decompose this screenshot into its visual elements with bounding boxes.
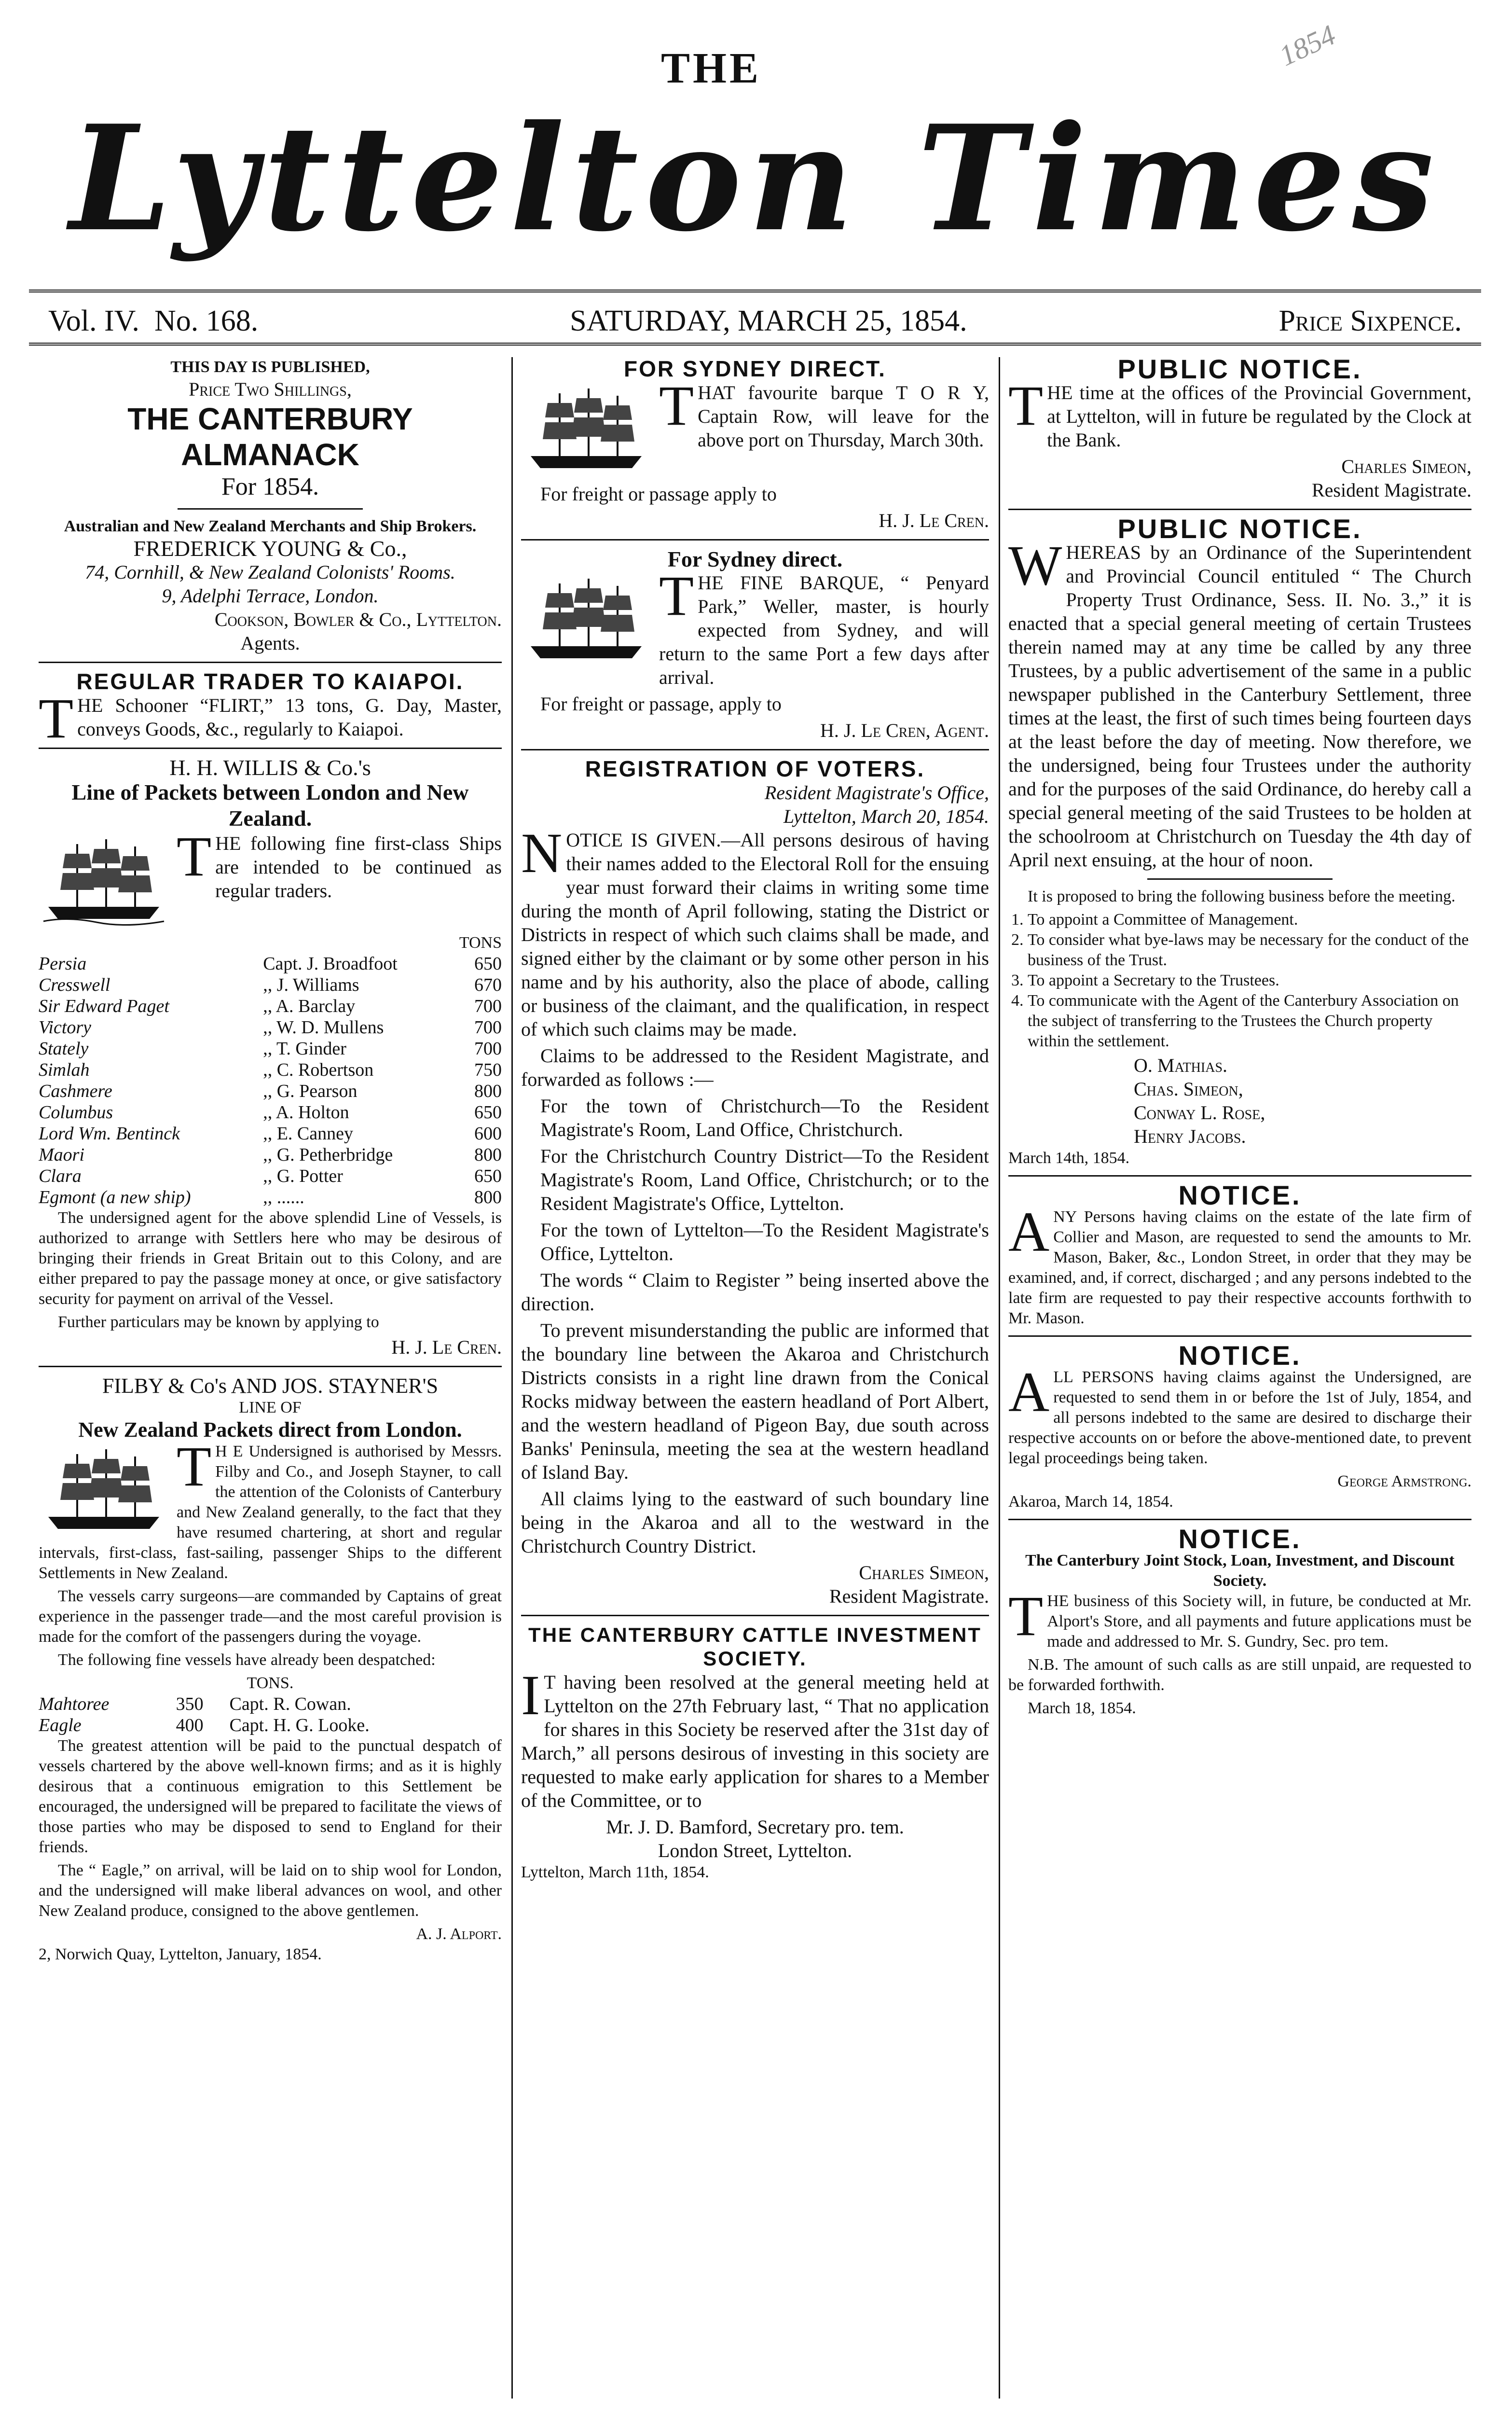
almanack-title: THE CANTERBURY ALMANACK [127, 402, 413, 472]
willis-ship-table [39, 953, 502, 1208]
filby-paragraph-5: The “ Eagle,” on arrival, will be laid on to ship wool for London, and the undersigned will make liberal advances on wool, and other New Zealand produce, consigned to the above gentlemen. [39, 1861, 502, 1920]
almanack-published: THIS DAY IS PUBLISHED, [170, 358, 370, 376]
notice2-body: HEREAS by an Ordinance of the Superintendent and Provincial Council entituled “ The Church Property Trust Ordinance, Sess. II. No. 3.,” it is enacted that a special general meeting of certain Trustees therein named may at any time be called by any three Trustees, by a public advertisement of the same in a public newspaper published in the Canterbury Settlement, three times at the least, the first of such times being fourteen days at the least before the day of meeting. Now therefore, we the undersigned, being four Trustees under the authority and for the purposes of the said Ordinance, do hereby call a special general meeting of the said Trustees to be holden at the schoolroom at Christchurch on Tuesday the 4th day of April next ensuing, at the hour of noon. [1008, 541, 1471, 871]
ship-name: Egmont (a new ship) [39, 1187, 191, 1207]
cattle-body: T having been resolved at the general meeting held at Lyttelton on the 27th February last, “ That no application for shares in this Society be reserved after the 31st day of March,” all persons desirous of investing in this society are requested to make early application for shares to a Member of the Committee, or to [521, 1671, 989, 1811]
kaiapoi-heading: REGULAR TRADER TO KAIAPOI. [76, 669, 464, 694]
ship-name: Persia [39, 954, 87, 974]
willis-ship-row [39, 1187, 502, 1208]
notice3-heading: NOTICE. [1178, 1180, 1302, 1210]
ship-name: Cashmere [39, 1081, 112, 1101]
notice1-signature: Charles Simeon, [1341, 456, 1471, 477]
ship-name: Stately [39, 1039, 89, 1059]
ship-tons: 600 [474, 1123, 502, 1144]
tons-label: TONS. [247, 1674, 294, 1692]
business-item: 1. To appoint a Committee of Management. [1028, 910, 1471, 930]
kaiapoi-body: HE Schooner “FLIRT,” 13 tons, G. Day, Master, conveys Goods, &c., regularly to Kaiapoi. [77, 694, 502, 740]
registration-notice [521, 757, 989, 1608]
sydney-ad-1 [521, 357, 989, 532]
ship-captain: ,, C. Robertson [263, 1060, 374, 1080]
willis-ship-row [39, 1017, 502, 1038]
notice1-heading: PUBLIC NOTICE. [1117, 357, 1362, 384]
ship-captain: ,, A. Barclay [263, 996, 356, 1016]
notice5-dateline: March 18, 1854. [1028, 1699, 1136, 1717]
issue-date: SATURDAY, MARCH 25, 1854. [570, 305, 967, 337]
public-notice-2 [1008, 513, 1471, 1168]
registration-date: Lyttelton, March 20, 1854. [783, 805, 989, 827]
ship-name: Columbus [39, 1102, 113, 1123]
willis-ship-row [39, 1081, 502, 1102]
masthead-rule-top [29, 290, 1481, 292]
ship-captain: Capt. H. G. Looke. [229, 1715, 370, 1735]
ship-captain: ,, G. Potter [263, 1166, 343, 1186]
ship-captain: Capt. J. Broadfoot [263, 954, 398, 974]
filby-paragraph-3: The following fine vessels have already been despatched: [58, 1651, 436, 1669]
notice2-proposed: It is proposed to bring the following business before the meeting. [1028, 888, 1456, 905]
divider [1008, 1519, 1471, 1520]
ship-tons: 350 [176, 1694, 204, 1714]
willis-ship-row [39, 996, 502, 1017]
willis-ship-row [39, 1038, 502, 1059]
column-3 [1008, 357, 1471, 2399]
sydney-signature: H. J. Le Cren. [879, 510, 989, 531]
drop-cap: T [1008, 374, 1044, 437]
willis-ship-row [39, 974, 502, 996]
column-divider-2 [999, 357, 1000, 2399]
sydney2-heading: For Sydney direct. [667, 547, 843, 571]
ship-name: Clara [39, 1166, 82, 1186]
sydney-freight: For freight or passage apply to [540, 483, 777, 505]
registration-items [521, 1094, 989, 1265]
signer: Chas. Simeon, [1134, 1078, 1243, 1100]
kaiapoi-ad [39, 669, 502, 750]
ship-tons: 670 [474, 975, 502, 995]
ship-captain: ,, J. Williams [263, 975, 359, 995]
notice-3 [1008, 1180, 1471, 1329]
filby-dateline: 2, Norwich Quay, Lyttelton, January, 1854. [39, 1945, 322, 1963]
ship-name: Mahtoree [39, 1694, 110, 1714]
almanack-agents: Cookson, Bowler & Co., Lyttelton. [214, 609, 502, 630]
business-item: 4. To communicate with the Agent of the Canterbury Association on the subject of transferring to the Trustees the Church property within the settlement. [1028, 991, 1471, 1052]
willis-ship-row [39, 1165, 502, 1187]
registration-item: For the town of Christchurch—To the Resident Magistrate's Room, Land Office, Christchurch. [540, 1095, 989, 1140]
almanack-sub: Australian and New Zealand Merchants and Ship Brokers. [64, 517, 477, 535]
ship-tons: 650 [474, 1166, 502, 1186]
notice5-subheading: The Canterbury Joint Stock, Loan, Investment, and Discount Society. [1025, 1552, 1455, 1590]
signer: O. Mathias. [1134, 1054, 1228, 1076]
notice1-body: HE time at the offices of the Provincial Government, at Lyttelton, will in future be regulated by the Clock at the Bank. [1047, 382, 1471, 451]
ship-name: Sir Edward Paget [39, 996, 169, 1016]
ship-captain: ,, W. D. Mullens [263, 1017, 384, 1038]
column-divider-1 [511, 357, 513, 2399]
ship-tons: 750 [474, 1060, 502, 1080]
notice2-signers [1008, 1054, 1471, 1148]
tons-label: TONS [459, 934, 502, 952]
filby-paragraph-4: The greatest attention will be paid to the punctual despatch of vessels chartered by the above well-known firms; and as it is highly desirous that a continuous emigration to this Settlement be encouraged, the undersigned will be prepared to facilitate the views of those parties who may be disposed to send to England for their friends. [39, 1737, 502, 1856]
ship-captain: ,, G. Pearson [263, 1081, 357, 1101]
drop-cap: N [521, 821, 563, 885]
registration-signature: Charles Simeon, [859, 1562, 989, 1583]
ship-tons: 400 [176, 1715, 204, 1735]
ship-name: Maori [39, 1145, 84, 1165]
registration-signature-title: Resident Magistrate. [829, 1585, 989, 1607]
ship-captain: ,, T. Ginder [263, 1039, 346, 1059]
filby-body: H E Undersigned is authorised by Messrs. Filby and Co., and Joseph Stayner, to call the attention of the Colonists of Canterbury and New Zealand generally, to the fact that they have resumed chartering, at short and regular intervals, first-class, fast-sailing, passenger Ships to the different Settlements in New Zealand. [39, 1442, 502, 1582]
business-item: 2. To consider what bye-laws may be necessary for the conduct of the business of the Trust. [1028, 930, 1471, 971]
registration-paragraph-3: The words “ Claim to Register ” being inserted above the direction. [521, 1269, 989, 1315]
divider [521, 1615, 989, 1616]
masthead [0, 0, 1512, 338]
registration-item: For the Christchurch Country District—To the Resident Magistrate's Room, Land Office, Christchurch; or to the Resident Magistrate's Office, Lyttelton. [540, 1145, 989, 1214]
dateline [48, 304, 1462, 338]
almanack-ad [39, 357, 502, 655]
sydney2-signature: H. J. Le Cren, Agent. [820, 720, 989, 741]
willis-firm: H. H. WILLIS & Co.'s [169, 755, 371, 780]
filby-signature: A. J. Alport. [416, 1925, 502, 1943]
ship-tons: 650 [474, 1102, 502, 1123]
sydney-body: HAT favourite barque T O R Y, Captain Row, will leave for the above port on Thursday, March 30th. [698, 382, 989, 451]
registration-body: OTICE IS GIVEN.—All persons desirous of having their names added to the Electoral Roll for the ensuing year must forward their claims in writing some time during the month of April following, stating the District or Districts in respect of which such claims shall be made, and signed either by the claimant or by some other person in his name and by his authority, also the place of abode, calling or business of the claimant, and the qualification, in respect of which such claims may be made. [521, 829, 989, 1040]
notice4-heading: NOTICE. [1178, 1340, 1302, 1371]
drop-cap: T [1008, 1584, 1044, 1648]
divider [1008, 1175, 1471, 1177]
masthead-rule-bottom [29, 343, 1481, 346]
signer: Conway L. Rose, [1134, 1102, 1265, 1123]
divider [521, 749, 989, 750]
sydney2-freight: For freight or passage, apply to [540, 693, 782, 715]
registration-item: For the town of Lyttelton—To the Resident Magistrate's Office, Lyttelton. [540, 1219, 989, 1264]
volume-number: Vol. IV. No. 168. [48, 305, 259, 337]
drop-cap: T [39, 687, 74, 750]
willis-further: Further particulars may be known by applying to [58, 1313, 379, 1331]
registration-paragraph-5: All claims lying to the eastward of such boundary line being in the Akaroa and all to the westward in the Christchurch Country District. [521, 1488, 989, 1557]
cattle-society-notice [521, 1623, 989, 1883]
drop-cap: T [177, 825, 212, 888]
notice5-heading: NOTICE. [1178, 1524, 1302, 1554]
willis-intro: HE following fine first-class Ships are intended to be continued as regular traders. [215, 832, 502, 901]
willis-ship-row [39, 1059, 502, 1081]
ship-name: Lord Wm. Bentinck [39, 1123, 180, 1144]
ship-captain: ,, E. Canney [263, 1123, 353, 1144]
ship-tons: 800 [474, 1081, 502, 1101]
ship-name: Simlah [39, 1060, 90, 1080]
willis-ship-row [39, 953, 502, 974]
filby-title: FILBY & Co's AND JOS. STAYNER'S [102, 1374, 439, 1398]
public-notice-1 [1008, 357, 1471, 502]
masthead-the: THE [661, 44, 762, 92]
column-1 [39, 357, 502, 2399]
ship-tons: 800 [474, 1187, 502, 1207]
notice1-signature-title: Resident Magistrate. [1311, 479, 1471, 501]
notice3-body: NY Persons having claims on the estate of the late firm of Collier and Mason, are requested to send the amounts to Mr. Mason, Baker, &c., London Street, in order that they may be examined, and, if correct, discharged ; and any persons indebted to the late firm are requested to pay their respective accounts forthwith to Mr. Mason. [1008, 1208, 1471, 1327]
ship-name: Eagle [39, 1715, 82, 1735]
business-item: 3. To appoint a Secretary to the Trustees. [1028, 971, 1471, 991]
drop-cap: I [521, 1664, 540, 1727]
filby-ship-row [39, 1715, 502, 1736]
filby-line-of: LINE OF [239, 1399, 302, 1416]
almanack-year: For 1854. [221, 473, 319, 500]
ship-captain: ,, ...... [263, 1187, 304, 1207]
divider [39, 662, 502, 663]
notice4-body: LL PERSONS having claims against the Undersigned, are requested to send them in or before the 1st of July, 1854, and all persons indebted to the same are desired to discharge their respective accounts on or before the above-mentioned date, to prevent legal proceedings being taken. [1008, 1368, 1471, 1467]
notice2-business-list [1028, 910, 1471, 1052]
drop-cap: T [659, 564, 694, 627]
almanack-agents-label: Agents. [240, 632, 300, 654]
filby-paragraph-2: The vessels carry surgeons—are commanded by Captains of great experience in the passenger trade—and the most careful provision is made for the comfort of the passengers during the voyage. [39, 1587, 502, 1646]
filby-ship-table [39, 1693, 502, 1736]
cattle-heading: THE CANTERBURY CATTLE INVESTMENT SOCIETY. [528, 1623, 982, 1670]
sailing-ship-icon [39, 834, 169, 931]
sydney2-body: HE FINE BARQUE, “ Penyard Park,” Weller, master, is hourly expected from Sydney, and will return to the same Port a few days after arrival. [659, 572, 989, 688]
divider [39, 748, 502, 749]
cattle-address: London Street, Lyttelton. [658, 1840, 852, 1861]
divider [1147, 878, 1333, 880]
notice4-dateline: Akaroa, March 14, 1854. [1008, 1493, 1173, 1511]
divider [39, 1366, 502, 1367]
willis-ship-row [39, 1144, 502, 1165]
handwritten-annotation: 1854 [1274, 18, 1341, 72]
signer: Henry Jacobs. [1134, 1125, 1246, 1147]
notice5-nb: N.B. The amount of such calls as are still unpaid, are requested to be forwarded forthwith. [1008, 1656, 1471, 1694]
notice2-dateline: March 14th, 1854. [1008, 1149, 1130, 1167]
almanack-address-1: 74, Cornhill, & New Zealand Colonists' Rooms. [85, 561, 455, 583]
ship-tons: 700 [474, 1017, 502, 1038]
almanack-price: Price Two Shillings, [189, 378, 352, 400]
notice2-heading: PUBLIC NOTICE. [1117, 513, 1362, 544]
drop-cap: W [1008, 534, 1062, 597]
willis-signature: H. J. Le Cren. [391, 1336, 502, 1358]
notice-5 [1008, 1524, 1471, 1719]
registration-heading: REGISTRATION OF VOTERS. [585, 756, 925, 781]
ship-name: Victory [39, 1017, 92, 1038]
divider [178, 508, 363, 510]
filby-ship-row [39, 1693, 502, 1715]
almanack-firm: FREDERICK YOUNG & Co., [133, 536, 407, 561]
newspaper-title: Lyttelton Times [69, 93, 1441, 263]
sailing-ship-icon [521, 384, 651, 480]
willis-ship-row [39, 1123, 502, 1144]
drop-cap: T [177, 1435, 212, 1498]
divider [1008, 509, 1471, 510]
filby-subtitle: New Zealand Packets direct from London. [78, 1418, 462, 1442]
ship-name: Cresswell [39, 975, 110, 995]
ship-tons: 700 [474, 996, 502, 1016]
notice4-signature: George Armstrong. [1337, 1472, 1471, 1490]
cattle-dateline: Lyttelton, March 11th, 1854. [521, 1863, 709, 1881]
ship-tons: 800 [474, 1145, 502, 1165]
willis-ad [39, 756, 502, 1359]
almanack-address-2: 9, Adelphi Terrace, London. [162, 585, 379, 607]
price: Price Sixpence. [1278, 305, 1462, 337]
notice5-body: HE business of this Society will, in future, be conducted at Mr. Alport's Store, and all payments and future applications must be made and addressed to Mr. S. Gundry, Sec. pro tem. [1047, 1592, 1471, 1650]
ship-tons: 650 [474, 954, 502, 974]
ship-captain: ,, G. Petherbridge [263, 1145, 393, 1165]
column-2 [521, 357, 989, 2399]
filby-ad [39, 1374, 502, 1965]
sydney-ad-2 [521, 547, 989, 742]
registration-office: Resident Magistrate's Office, [764, 782, 989, 804]
notice-4 [1008, 1340, 1471, 1512]
drop-cap: T [659, 374, 694, 437]
sailing-ship-icon [39, 1444, 169, 1541]
drop-cap: A [1008, 1360, 1050, 1424]
registration-paragraph-4: To prevent misunderstanding the public are informed that the boundary line between the Akaroa and Christchurch Districts consists in a right line drawn from the Conical Rocks midway between the eastern headland of Port Albert, and the western headland of Pigeon Bay, due south across Banks' Peninsula, meeting the sea at the western headland of Island Bay. [521, 1319, 989, 1483]
willis-body: The undersigned agent for the above splendid Line of Vessels, is authorized to arrange with Settlers here who may be desirous of bringing their friends in Great Britain out to this Colony, and are either prepared to pay the passage money at once, or give satisfactory security for payment on arrival of the Vessel. [39, 1209, 502, 1308]
sailing-ship-icon [521, 574, 651, 670]
cattle-signature: Mr. J. D. Bamford, Secretary pro. tem. [606, 1816, 904, 1838]
willis-ship-row [39, 1102, 502, 1123]
ship-captain: ,, A. Holton [263, 1102, 349, 1123]
registration-paragraph-2: Claims to be addressed to the Resident Magistrate, and forwarded as follows :— [521, 1045, 989, 1090]
drop-cap: A [1008, 1200, 1050, 1263]
ship-captain: Capt. R. Cowan. [229, 1694, 351, 1714]
divider [1008, 1335, 1471, 1337]
divider [521, 539, 989, 541]
willis-line: Line of Packets between London and New Zealand. [71, 780, 469, 831]
ship-tons: 700 [474, 1039, 502, 1059]
sydney-heading: FOR SYDNEY DIRECT. [624, 357, 886, 381]
